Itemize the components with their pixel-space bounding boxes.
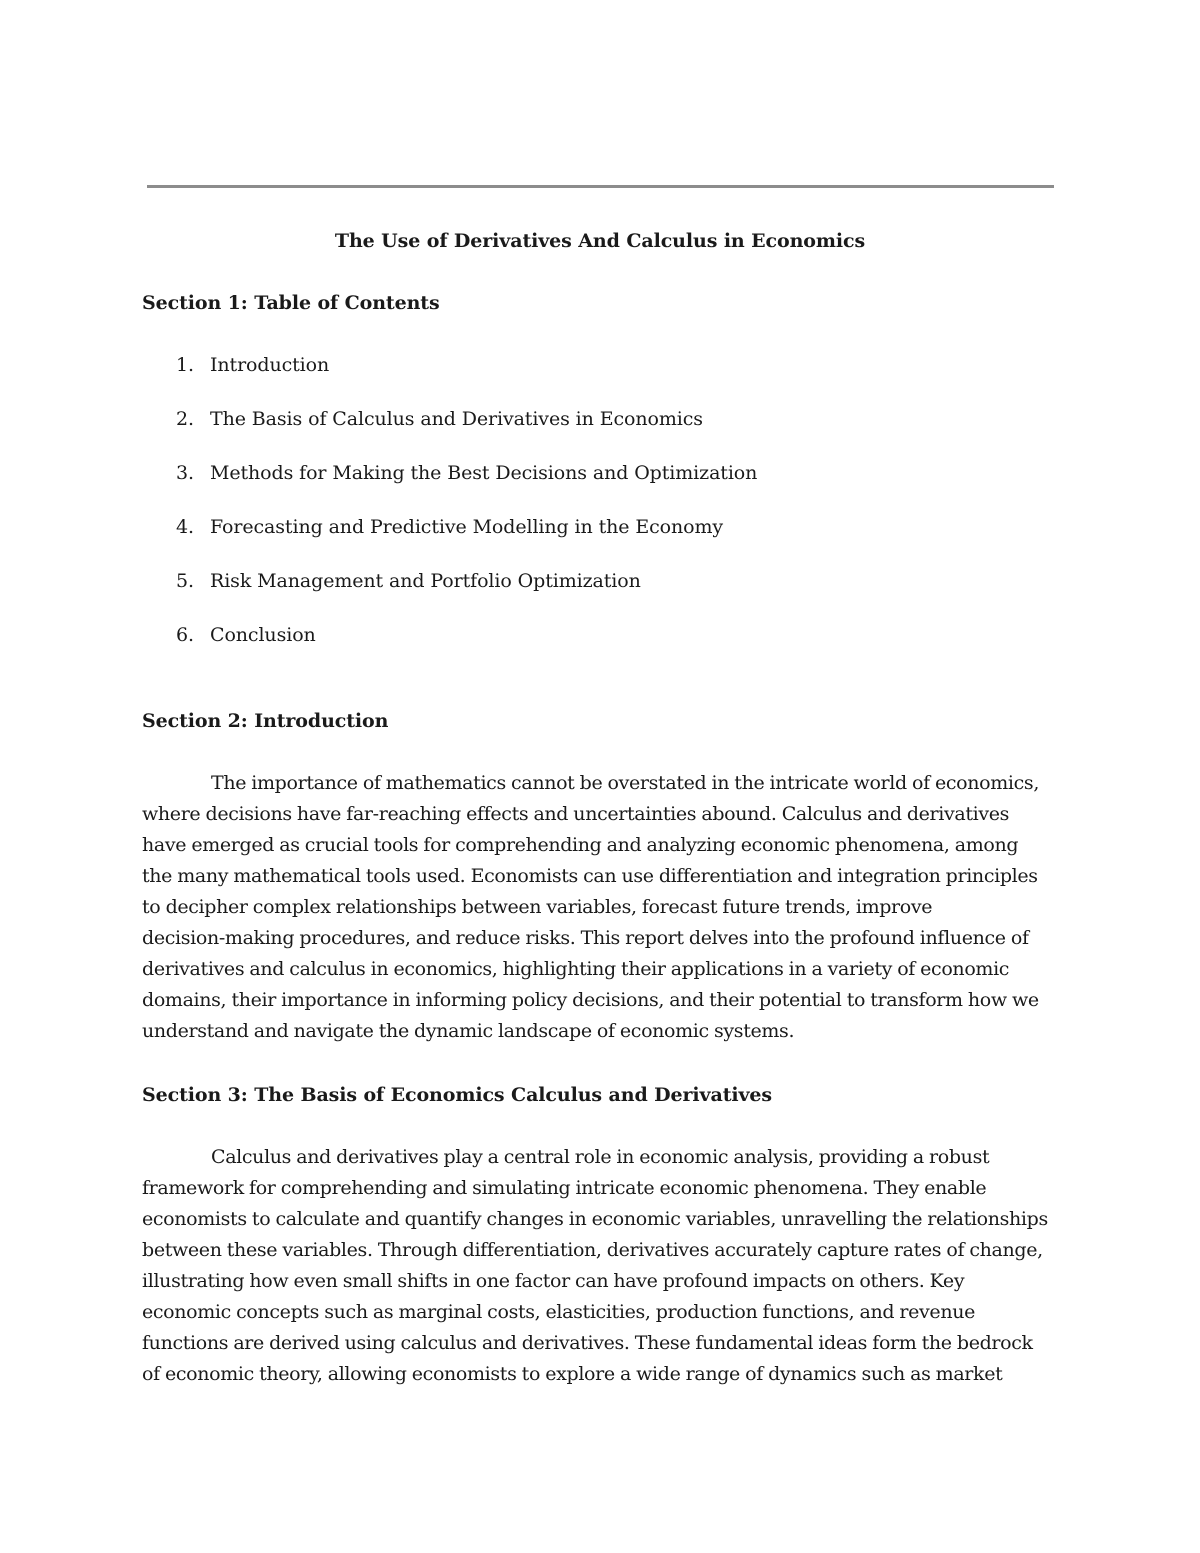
toc-item — [142, 566, 757, 620]
paragraph-line: illustrating how even small shifts in one factor can have profound impacts on others. Key — [142, 1270, 965, 1292]
paragraph-line: where decisions have far-reaching effects and uncertainties abound. Calculus and derivatives — [142, 803, 1010, 825]
paragraph-line: understand and navigate the dynamic landscape of economic systems. — [142, 1020, 795, 1042]
header-divider — [147, 185, 1054, 188]
section-2-heading: Section 2: Introduction — [142, 710, 389, 732]
toc-item-number: 1. — [176, 354, 194, 376]
paragraph-line: framework for comprehending and simulating intricate economic phenomena. They enable — [142, 1177, 987, 1199]
paragraph-line: The importance of mathematics cannot be overstated in the intricate world of economics, — [211, 772, 1040, 794]
section-1-heading: Section 1: Table of Contents — [142, 292, 440, 314]
toc-item — [142, 512, 757, 566]
introduction-paragraph — [142, 768, 1062, 1047]
paragraph-line: between these variables. Through differentiation, derivatives accurately capture rates of change, — [142, 1239, 1043, 1261]
toc-item-number: 6. — [176, 624, 194, 646]
section-3-heading: Section 3: The Basis of Economics Calculus and Derivatives — [142, 1084, 773, 1106]
paragraph-line: Calculus and derivatives play a central role in economic analysis, providing a robust — [211, 1146, 990, 1168]
paragraph-line: decision-making procedures, and reduce risks. This report delves into the profound influence of — [142, 927, 1029, 949]
document-title: The Use of Derivatives And Calculus in Economics — [334, 230, 866, 252]
paragraph-line: functions are derived using calculus and derivatives. These fundamental ideas form the bedrock — [142, 1332, 1033, 1354]
toc-item-number: 5. — [176, 570, 194, 592]
basis-paragraph — [142, 1142, 1062, 1390]
toc-item — [142, 404, 757, 458]
paragraph-line: economists to calculate and quantify changes in economic variables, unravelling the relationships — [142, 1208, 1048, 1230]
toc-item-label: Forecasting and Predictive Modelling in the Economy — [210, 516, 724, 538]
toc-item-label: Methods for Making the Best Decisions and Optimization — [210, 462, 758, 484]
toc-item — [142, 458, 757, 512]
paragraph-line: have emerged as crucial tools for comprehending and analyzing economic phenomena, among — [142, 834, 1019, 856]
toc-item-label: Risk Management and Portfolio Optimization — [210, 570, 641, 592]
table-of-contents — [142, 350, 757, 674]
paragraph-line: of economic theory, allowing economists to explore a wide range of dynamics such as market — [142, 1363, 1003, 1385]
paragraph-line: the many mathematical tools used. Economists can use differentiation and integration principles — [142, 865, 1038, 887]
paragraph-line: to decipher complex relationships between variables, forecast future trends, improve — [142, 896, 933, 918]
toc-item — [142, 350, 757, 404]
paragraph-line: domains, their importance in informing policy decisions, and their potential to transform how we — [142, 989, 1039, 1011]
toc-item-number: 3. — [176, 462, 194, 484]
toc-item-label: Introduction — [210, 354, 330, 376]
paragraph-line: derivatives and calculus in economics, highlighting their applications in a variety of economic — [142, 958, 1010, 980]
toc-item-number: 2. — [176, 408, 194, 430]
toc-item-label: The Basis of Calculus and Derivatives in Economics — [210, 408, 703, 430]
toc-item — [142, 620, 757, 674]
toc-item-number: 4. — [176, 516, 194, 538]
paragraph-line: economic concepts such as marginal costs, elasticities, production functions, and revenue — [142, 1301, 975, 1323]
toc-item-label: Conclusion — [210, 624, 316, 646]
